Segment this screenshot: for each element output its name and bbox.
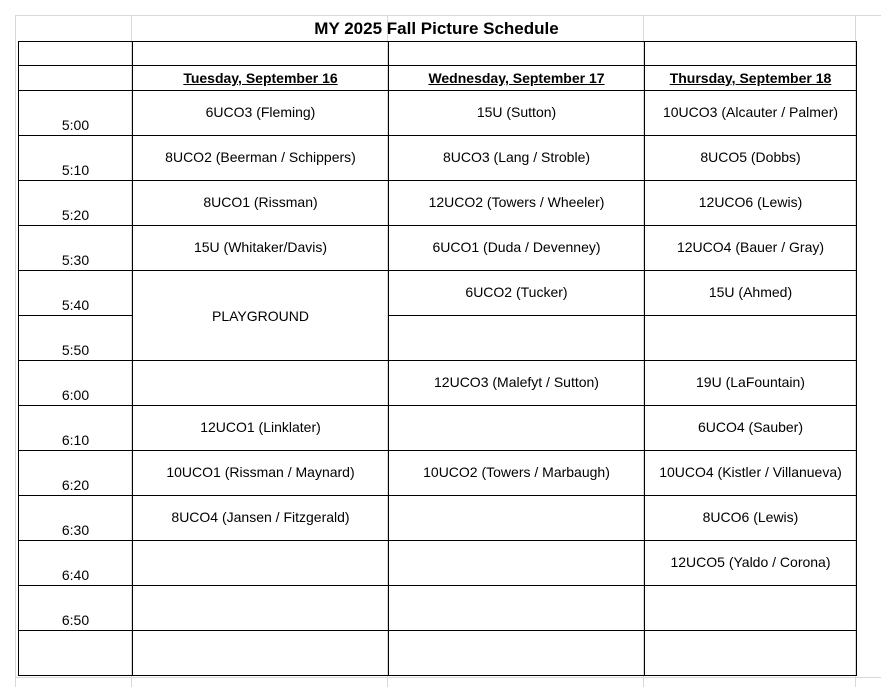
- day-header-thursday[interactable]: Thursday, September 18: [645, 66, 857, 91]
- table-row: [19, 541, 857, 586]
- schedule-cell[interactable]: 12UCO5 (Yaldo / Corona): [645, 541, 857, 586]
- table-cell[interactable]: [133, 42, 389, 66]
- day-header-wednesday[interactable]: Wednesday, September 17: [389, 66, 645, 91]
- schedule-cell[interactable]: 8UCO2 (Beerman / Schippers): [133, 136, 389, 181]
- schedule-cell[interactable]: 12UCO1 (Linklater): [133, 406, 389, 451]
- schedule-cell[interactable]: 10UCO3 (Alcauter / Palmer): [645, 91, 857, 136]
- table-row: [19, 496, 857, 541]
- gridline: [15, 15, 16, 687]
- time-cell[interactable]: 5:00: [19, 91, 133, 136]
- schedule-cell[interactable]: [389, 541, 645, 586]
- schedule-cell[interactable]: 8UCO6 (Lewis): [645, 496, 857, 541]
- table-row: [19, 406, 857, 451]
- table-cell[interactable]: [19, 66, 133, 91]
- day-header-tuesday[interactable]: Tuesday, September 16: [133, 66, 389, 91]
- time-cell[interactable]: 5:20: [19, 181, 133, 226]
- schedule-cell[interactable]: [133, 541, 389, 586]
- time-cell[interactable]: 6:20: [19, 451, 133, 496]
- time-cell[interactable]: 6:50: [19, 586, 133, 631]
- table-row: [19, 271, 857, 316]
- header-row: [19, 66, 857, 91]
- time-cell[interactable]: 5:40: [19, 271, 133, 316]
- time-cell[interactable]: 6:30: [19, 496, 133, 541]
- table-row: [19, 42, 857, 66]
- time-cell[interactable]: 5:10: [19, 136, 133, 181]
- time-cell[interactable]: 5:30: [19, 226, 133, 271]
- schedule-cell[interactable]: 15U (Ahmed): [645, 271, 857, 316]
- schedule-cell[interactable]: [389, 586, 645, 631]
- schedule-cell[interactable]: 8UCO3 (Lang / Stroble): [389, 136, 645, 181]
- schedule-cell[interactable]: [133, 586, 389, 631]
- schedule-cell[interactable]: 19U (LaFountain): [645, 361, 857, 406]
- schedule-cell[interactable]: [389, 316, 645, 361]
- schedule-cell[interactable]: [645, 586, 857, 631]
- time-cell[interactable]: 6:00: [19, 361, 133, 406]
- schedule-cell[interactable]: 6UCO3 (Fleming): [133, 91, 389, 136]
- time-cell[interactable]: 6:40: [19, 541, 133, 586]
- schedule-cell[interactable]: 10UCO4 (Kistler / Villanueva): [645, 451, 857, 496]
- schedule-cell[interactable]: [133, 361, 389, 406]
- schedule-cell-merged[interactable]: PLAYGROUND: [133, 271, 389, 361]
- gridline: [15, 677, 881, 678]
- time-cell[interactable]: 6:10: [19, 406, 133, 451]
- table-row: [19, 136, 857, 181]
- schedule-cell[interactable]: 12UCO3 (Malefyt / Sutton): [389, 361, 645, 406]
- schedule-cell[interactable]: [389, 631, 645, 676]
- table-cell[interactable]: [19, 42, 133, 66]
- schedule-cell[interactable]: [389, 496, 645, 541]
- table-cell[interactable]: [645, 42, 857, 66]
- schedule-cell[interactable]: 10UCO1 (Rissman / Maynard): [133, 451, 389, 496]
- schedule-cell[interactable]: 6UCO2 (Tucker): [389, 271, 645, 316]
- schedule-cell[interactable]: 12UCO6 (Lewis): [645, 181, 857, 226]
- schedule-cell[interactable]: [389, 406, 645, 451]
- schedule-cell[interactable]: [133, 631, 389, 676]
- schedule-cell[interactable]: 8UCO4 (Jansen / Fitzgerald): [133, 496, 389, 541]
- schedule-cell[interactable]: 15U (Whitaker/Davis): [133, 226, 389, 271]
- schedule-cell[interactable]: [645, 316, 857, 361]
- table-row: [19, 91, 857, 136]
- schedule-cell[interactable]: [645, 631, 857, 676]
- table-row: [19, 631, 857, 676]
- schedule-cell[interactable]: 15U (Sutton): [389, 91, 645, 136]
- schedule-cell[interactable]: 12UCO2 (Towers / Wheeler): [389, 181, 645, 226]
- table-row: [19, 586, 857, 631]
- schedule-cell[interactable]: 6UCO4 (Sauber): [645, 406, 857, 451]
- schedule-cell[interactable]: 10UCO2 (Towers / Marbaugh): [389, 451, 645, 496]
- table-cell[interactable]: [389, 42, 645, 66]
- time-cell[interactable]: 5:50: [19, 316, 133, 361]
- schedule-table: [18, 41, 857, 676]
- table-row: [19, 361, 857, 406]
- table-row: [19, 451, 857, 496]
- schedule-cell[interactable]: 8UCO1 (Rissman): [133, 181, 389, 226]
- schedule-cell[interactable]: 12UCO4 (Bauer / Gray): [645, 226, 857, 271]
- schedule-cell[interactable]: 8UCO5 (Dobbs): [645, 136, 857, 181]
- page-title: MY 2025 Fall Picture Schedule: [314, 19, 559, 38]
- time-cell[interactable]: [19, 631, 133, 676]
- table-row: [19, 181, 857, 226]
- schedule-cell[interactable]: 6UCO1 (Duda / Devenney): [389, 226, 645, 271]
- table-row: [19, 226, 857, 271]
